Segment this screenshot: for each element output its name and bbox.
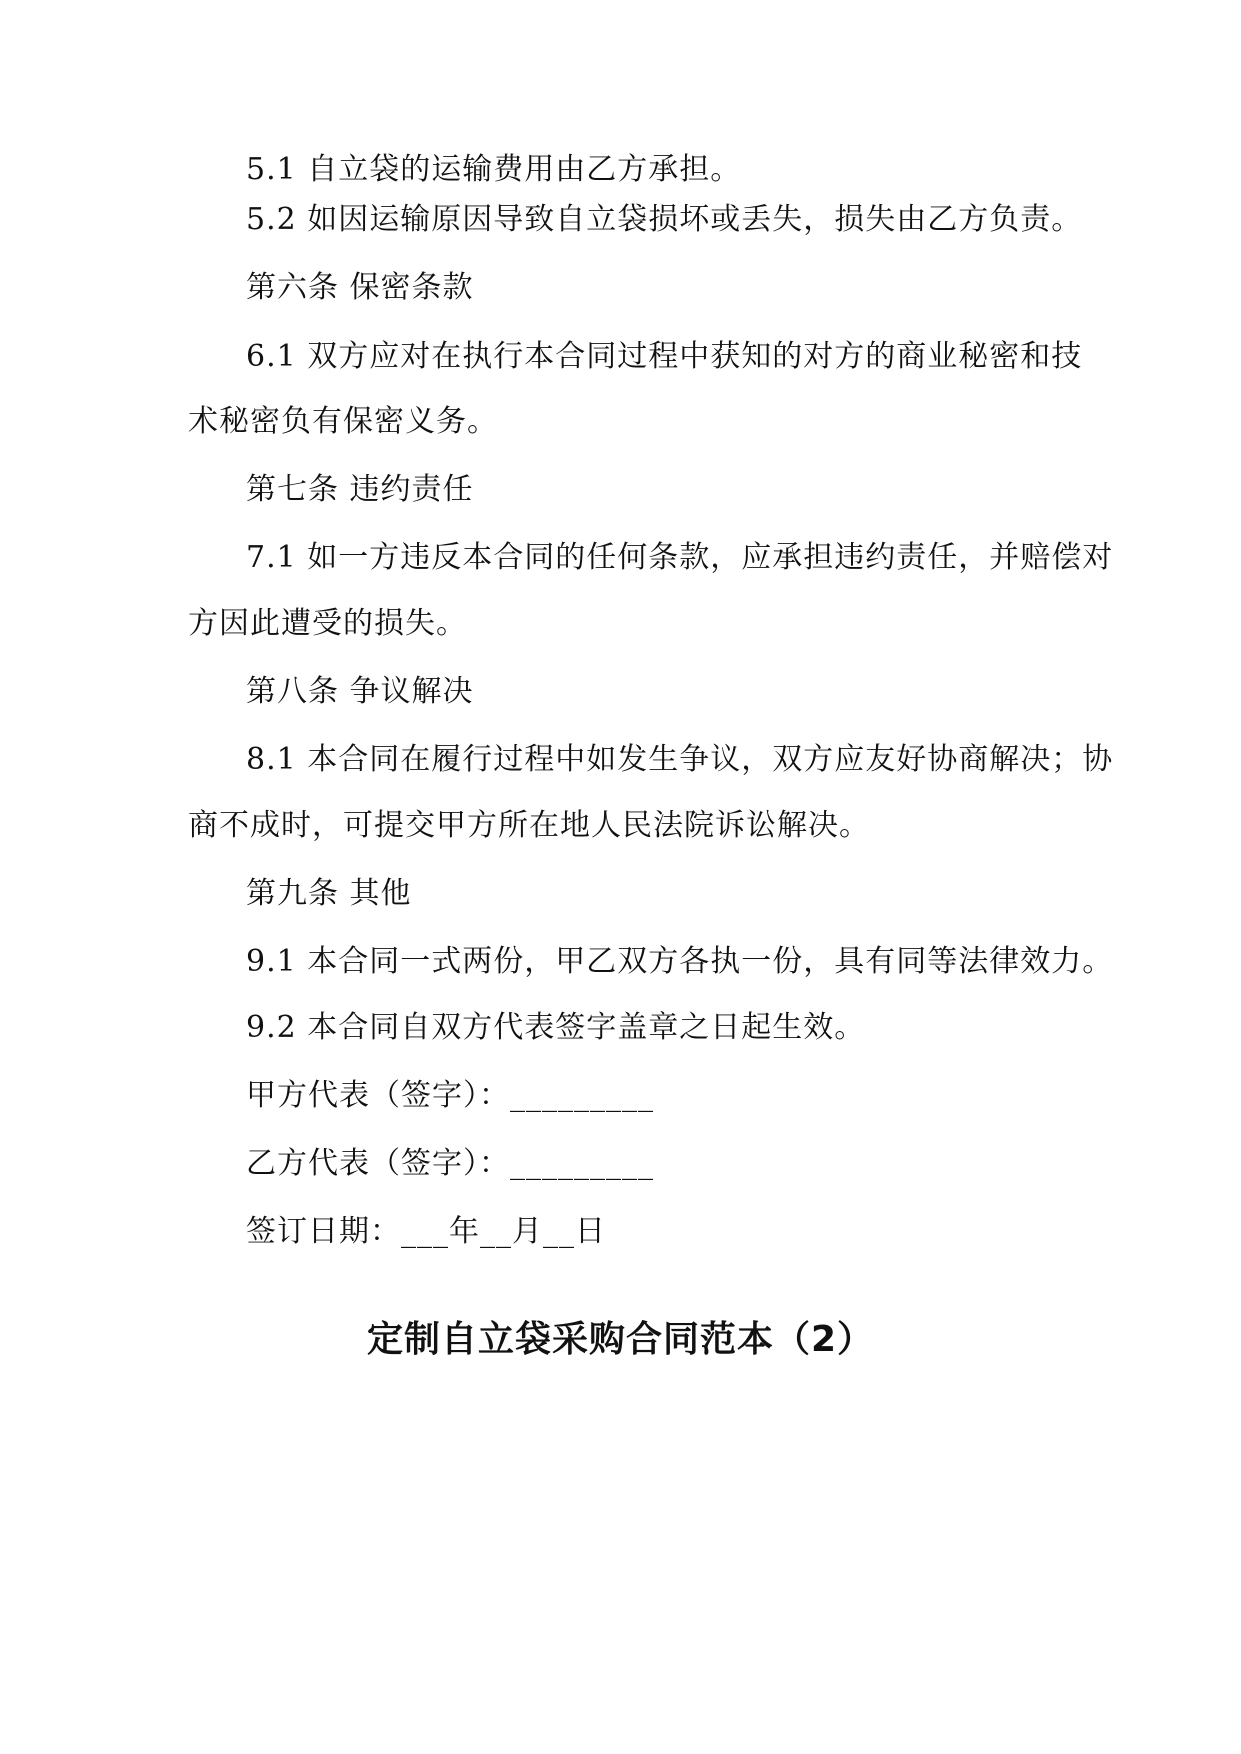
clause-9-1: 9.1 本合同一式两份，甲乙双方各执一份，具有同等法律效力。: [246, 944, 1114, 979]
party-b-signature-line: 乙方代表（签字）：_________: [246, 1146, 654, 1181]
clause-7-1-line-2: 方因此遭受的损失。: [188, 606, 467, 641]
clause-5-2: 5.2 如因运输原因导致自立袋损坏或丢失，损失由乙方负责。: [246, 202, 1083, 237]
section-heading-6: 第六条 保密条款: [246, 270, 474, 305]
party-a-signature-line: 甲方代表（签字）：_________: [246, 1078, 654, 1113]
next-document-title: 定制自立袋采购合同范本（2）: [366, 1319, 875, 1360]
section-heading-7: 第七条 违约责任: [246, 472, 474, 507]
section-heading-8: 第八条 争议解决: [246, 674, 474, 709]
signing-date-line: 签订日期：___年__月__日: [246, 1214, 606, 1249]
section-heading-9: 第九条 其他: [246, 876, 412, 911]
clause-7-1-line-1: 7.1 如一方违反本合同的任何条款，应承担违约责任，并赔偿对: [246, 540, 1114, 575]
clause-8-1-line-1: 8.1 本合同在履行过程中如发生争议，双方应友好协商解决；协: [246, 742, 1114, 777]
clause-5-1: 5.1 自立袋的运输费用由乙方承担。: [246, 152, 742, 187]
clause-9-2: 9.2 本合同自双方代表签字盖章之日起生效。: [246, 1010, 866, 1045]
clause-6-1-line-1: 6.1 双方应对在执行本合同过程中获知的对方的商业秘密和技: [246, 339, 1083, 374]
clause-8-1-line-2: 商不成时，可提交甲方所在地人民法院诉讼解决。: [188, 808, 870, 843]
clause-6-1-line-2: 术秘密负有保密义务。: [188, 404, 498, 439]
